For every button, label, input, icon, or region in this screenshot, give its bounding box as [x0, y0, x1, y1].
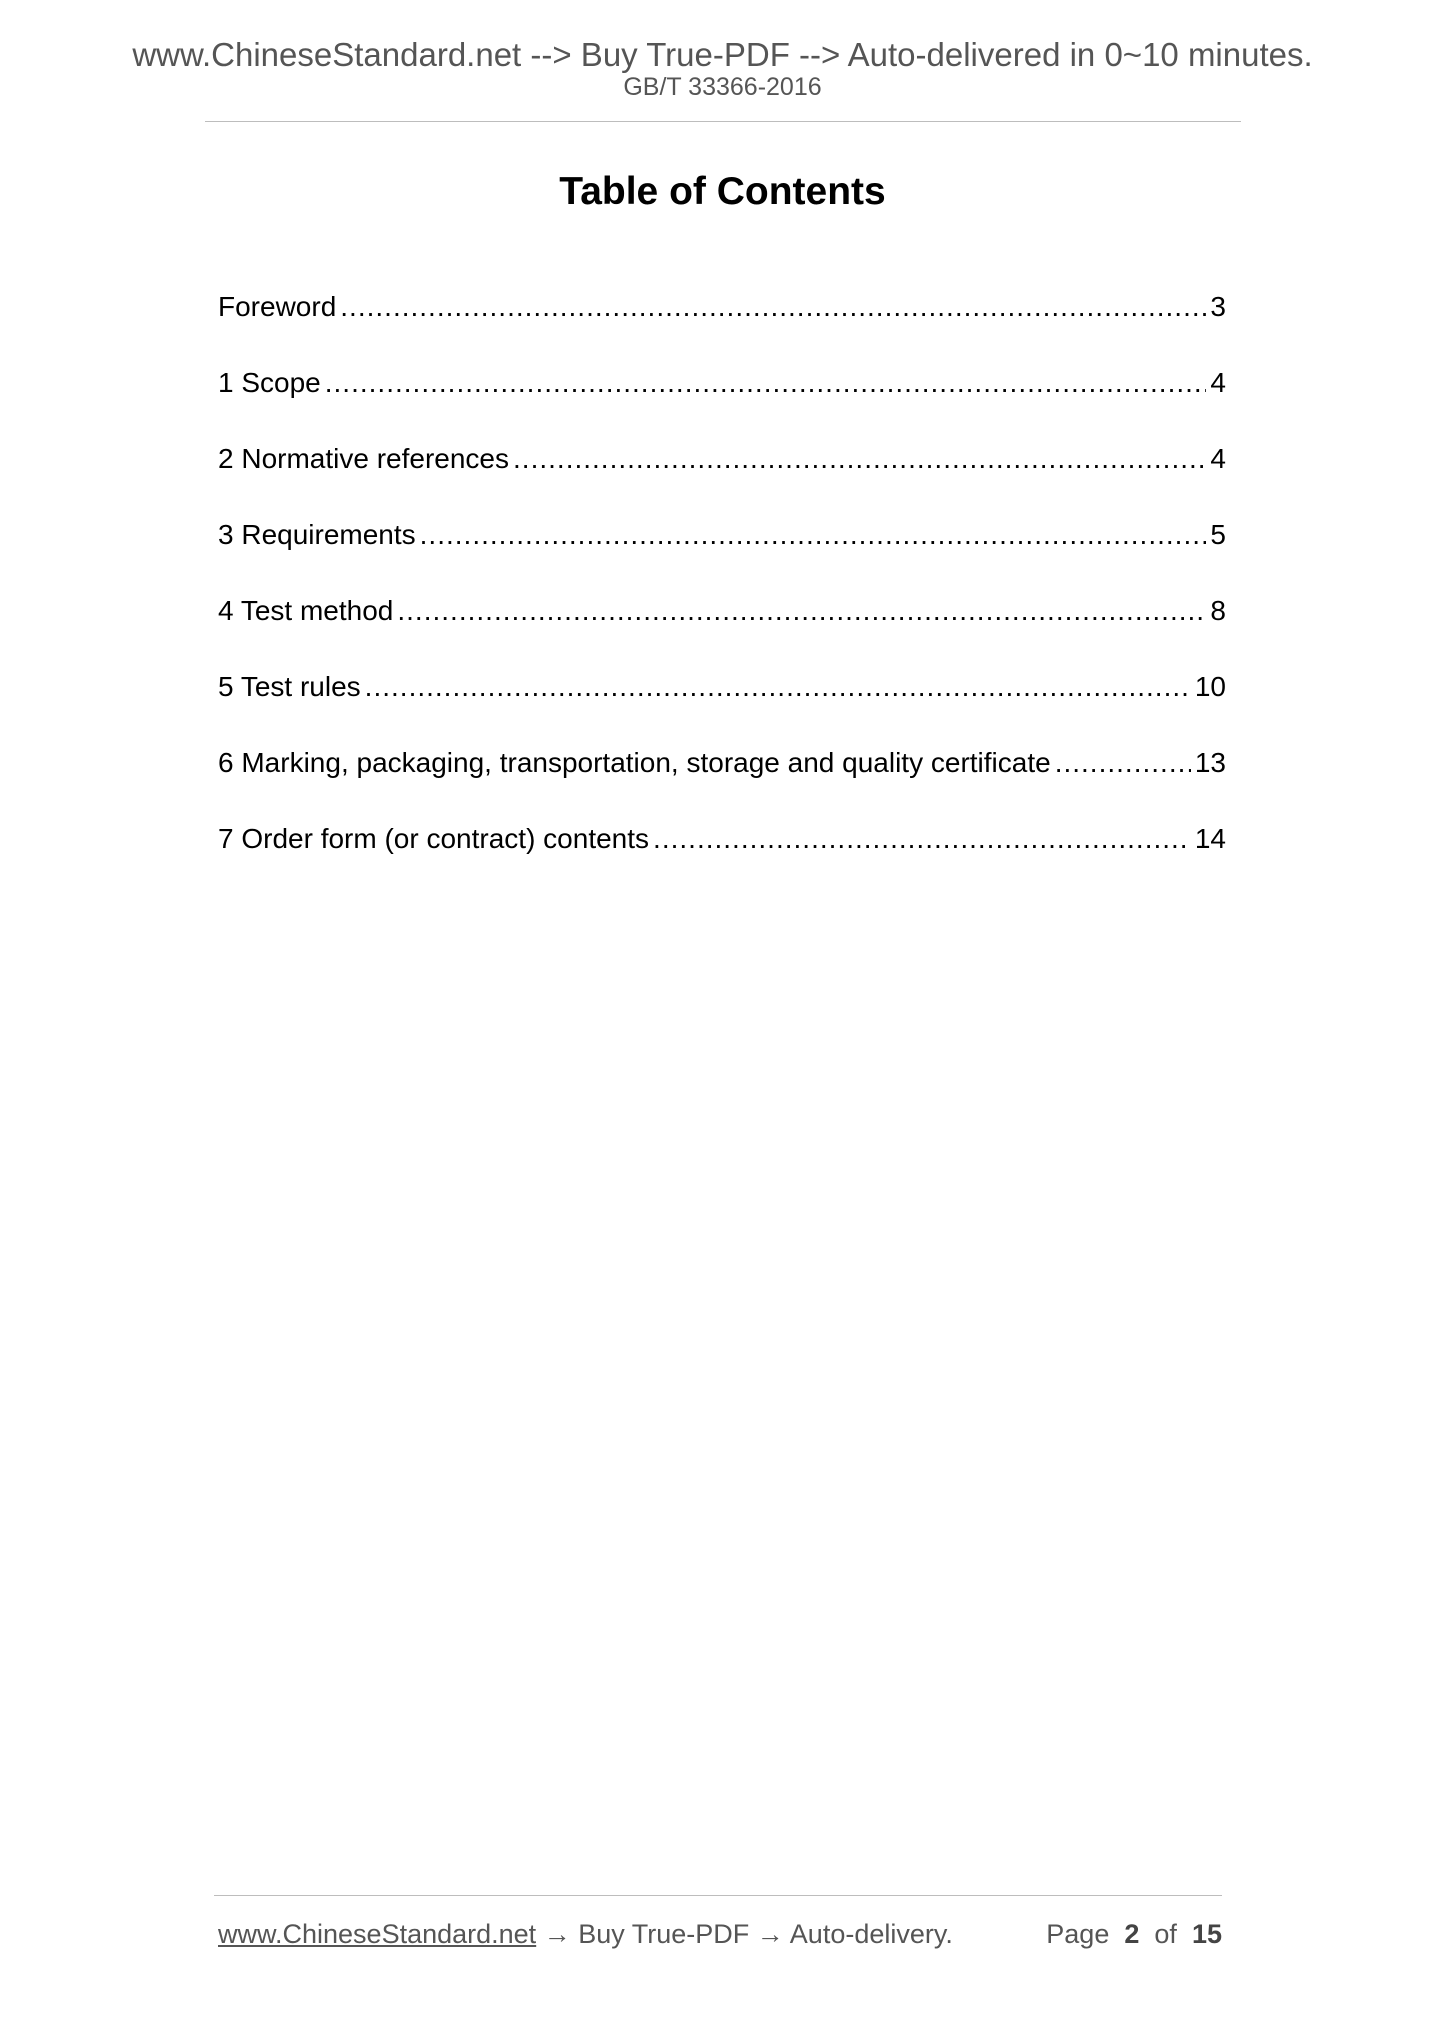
footer-delivery-text: Auto-delivery. [789, 1919, 953, 1949]
toc-entry-foreword[interactable] [218, 289, 1226, 365]
footer-buy-text: Buy True-PDF [578, 1919, 750, 1949]
toc-leader-dots [513, 441, 1206, 477]
toc-entry-page: 10 [1194, 671, 1226, 702]
toc-leader-dots [653, 821, 1191, 857]
toc-title: Table of Contents [559, 170, 886, 213]
footer-promo [218, 1916, 953, 1952]
toc-entry-normative-references[interactable] [218, 441, 1226, 517]
arrow-right-icon: → [756, 1919, 784, 1949]
toc-entry-label: 4 Test method [218, 595, 394, 626]
toc-entry-page: 13 [1194, 747, 1226, 778]
toc-leader-dots [340, 289, 1206, 325]
toc-leader-dots [1055, 745, 1191, 781]
toc-entry-page: 8 [1210, 595, 1226, 626]
toc-leader-dots [397, 593, 1206, 629]
header-divider [205, 121, 1241, 122]
page-word: Page [1046, 1919, 1110, 1949]
footer-site-link[interactable]: www.ChineseStandard.net [218, 1919, 537, 1949]
toc-entry-order-form[interactable] [218, 821, 1226, 897]
page-number [1046, 1916, 1222, 1952]
toc-entry-label: 2 Normative references [218, 443, 510, 474]
toc-entry-test-rules[interactable] [218, 669, 1226, 745]
toc-entry-label: 7 Order form (or contract) contents [218, 823, 650, 854]
toc-entry-page: 4 [1210, 443, 1226, 474]
toc-entry-label: 5 Test rules [218, 671, 361, 702]
toc-leader-dots [365, 669, 1191, 705]
toc-entry-page: 5 [1210, 519, 1226, 550]
toc-entry-requirements[interactable] [218, 517, 1226, 593]
toc-entry-marking-packaging[interactable] [218, 745, 1226, 821]
toc-entry-page: 4 [1210, 367, 1226, 398]
of-word: of [1154, 1919, 1177, 1949]
toc-entry-page: 14 [1194, 823, 1226, 854]
toc-entry-label: 3 Requirements [218, 519, 416, 550]
toc-entry-label: 6 Marking, packaging, transportation, storage and quality certificate [218, 747, 1051, 778]
toc-entry-label: Foreword [218, 291, 337, 322]
toc-leader-dots [420, 517, 1207, 553]
arrow-right-icon: → [543, 1919, 571, 1949]
toc-leader-dots [325, 365, 1207, 401]
header-banner: www.ChineseStandard.net --> Buy True-PDF --> Auto-delivered in 0~10 minutes. [132, 36, 1313, 73]
toc-entry-test-method[interactable] [218, 593, 1226, 669]
toc-entry-page: 3 [1210, 291, 1226, 322]
current-page-number: 2 [1124, 1919, 1140, 1949]
standard-code: GB/T 33366-2016 [623, 73, 822, 101]
total-pages-number: 15 [1191, 1919, 1222, 1949]
toc-entry-label: 1 Scope [218, 367, 321, 398]
toc-entry-scope[interactable] [218, 365, 1226, 441]
footer-divider [214, 1895, 1222, 1896]
table-of-contents [218, 289, 1226, 897]
